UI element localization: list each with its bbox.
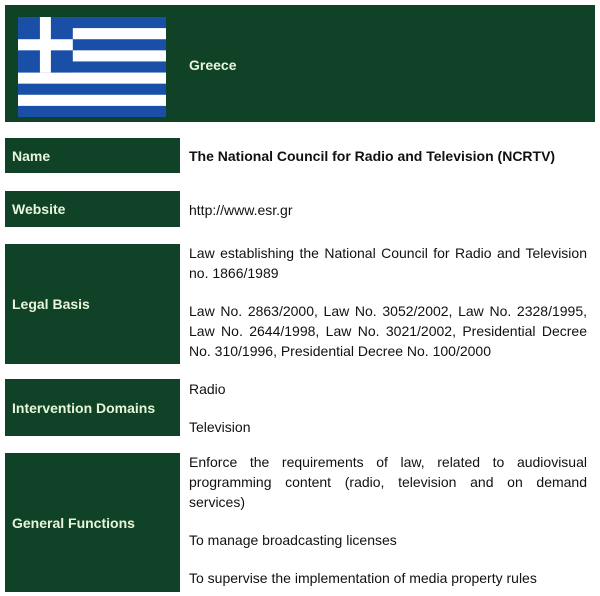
domain-item: Radio [189,381,226,397]
website-value[interactable]: http://www.esr.gr [189,202,293,218]
name-label: Name [5,138,180,173]
country-name: Greece [189,57,237,73]
function-item: Enforce the requirements of law, related to audiovisual programming content (radio, television and on demand services) [189,454,587,510]
name-value: The National Council for Radio and Television (NCRTV) [189,148,556,164]
function-item: To manage broadcasting licenses [189,532,397,548]
legal-basis-item: Law No. 2863/2000, Law No. 3052/2002, Law No. 2328/1995, Law No. 2644/1998, Law No. 3021/2002, Presidential Decree No. 310/1996, Presidential Decree No. 100/2000 [189,303,587,359]
legal-basis-label: Legal Basis [5,244,180,364]
greece-flag-icon [18,17,166,117]
intervention-domains-value [189,379,587,437]
website-label: Website [5,191,180,227]
intervention-domains-label: Intervention Domains [5,379,180,436]
domain-item: Television [189,419,251,435]
legal-basis-item: Law establishing the National Council for Radio and Television no. 1866/1989 [189,245,587,281]
legal-basis-value [189,243,587,361]
general-functions-value [189,452,587,588]
country-header [5,5,595,122]
function-item: To supervise the implementation of media property rules [189,570,537,586]
general-functions-label: General Functions [5,453,180,592]
